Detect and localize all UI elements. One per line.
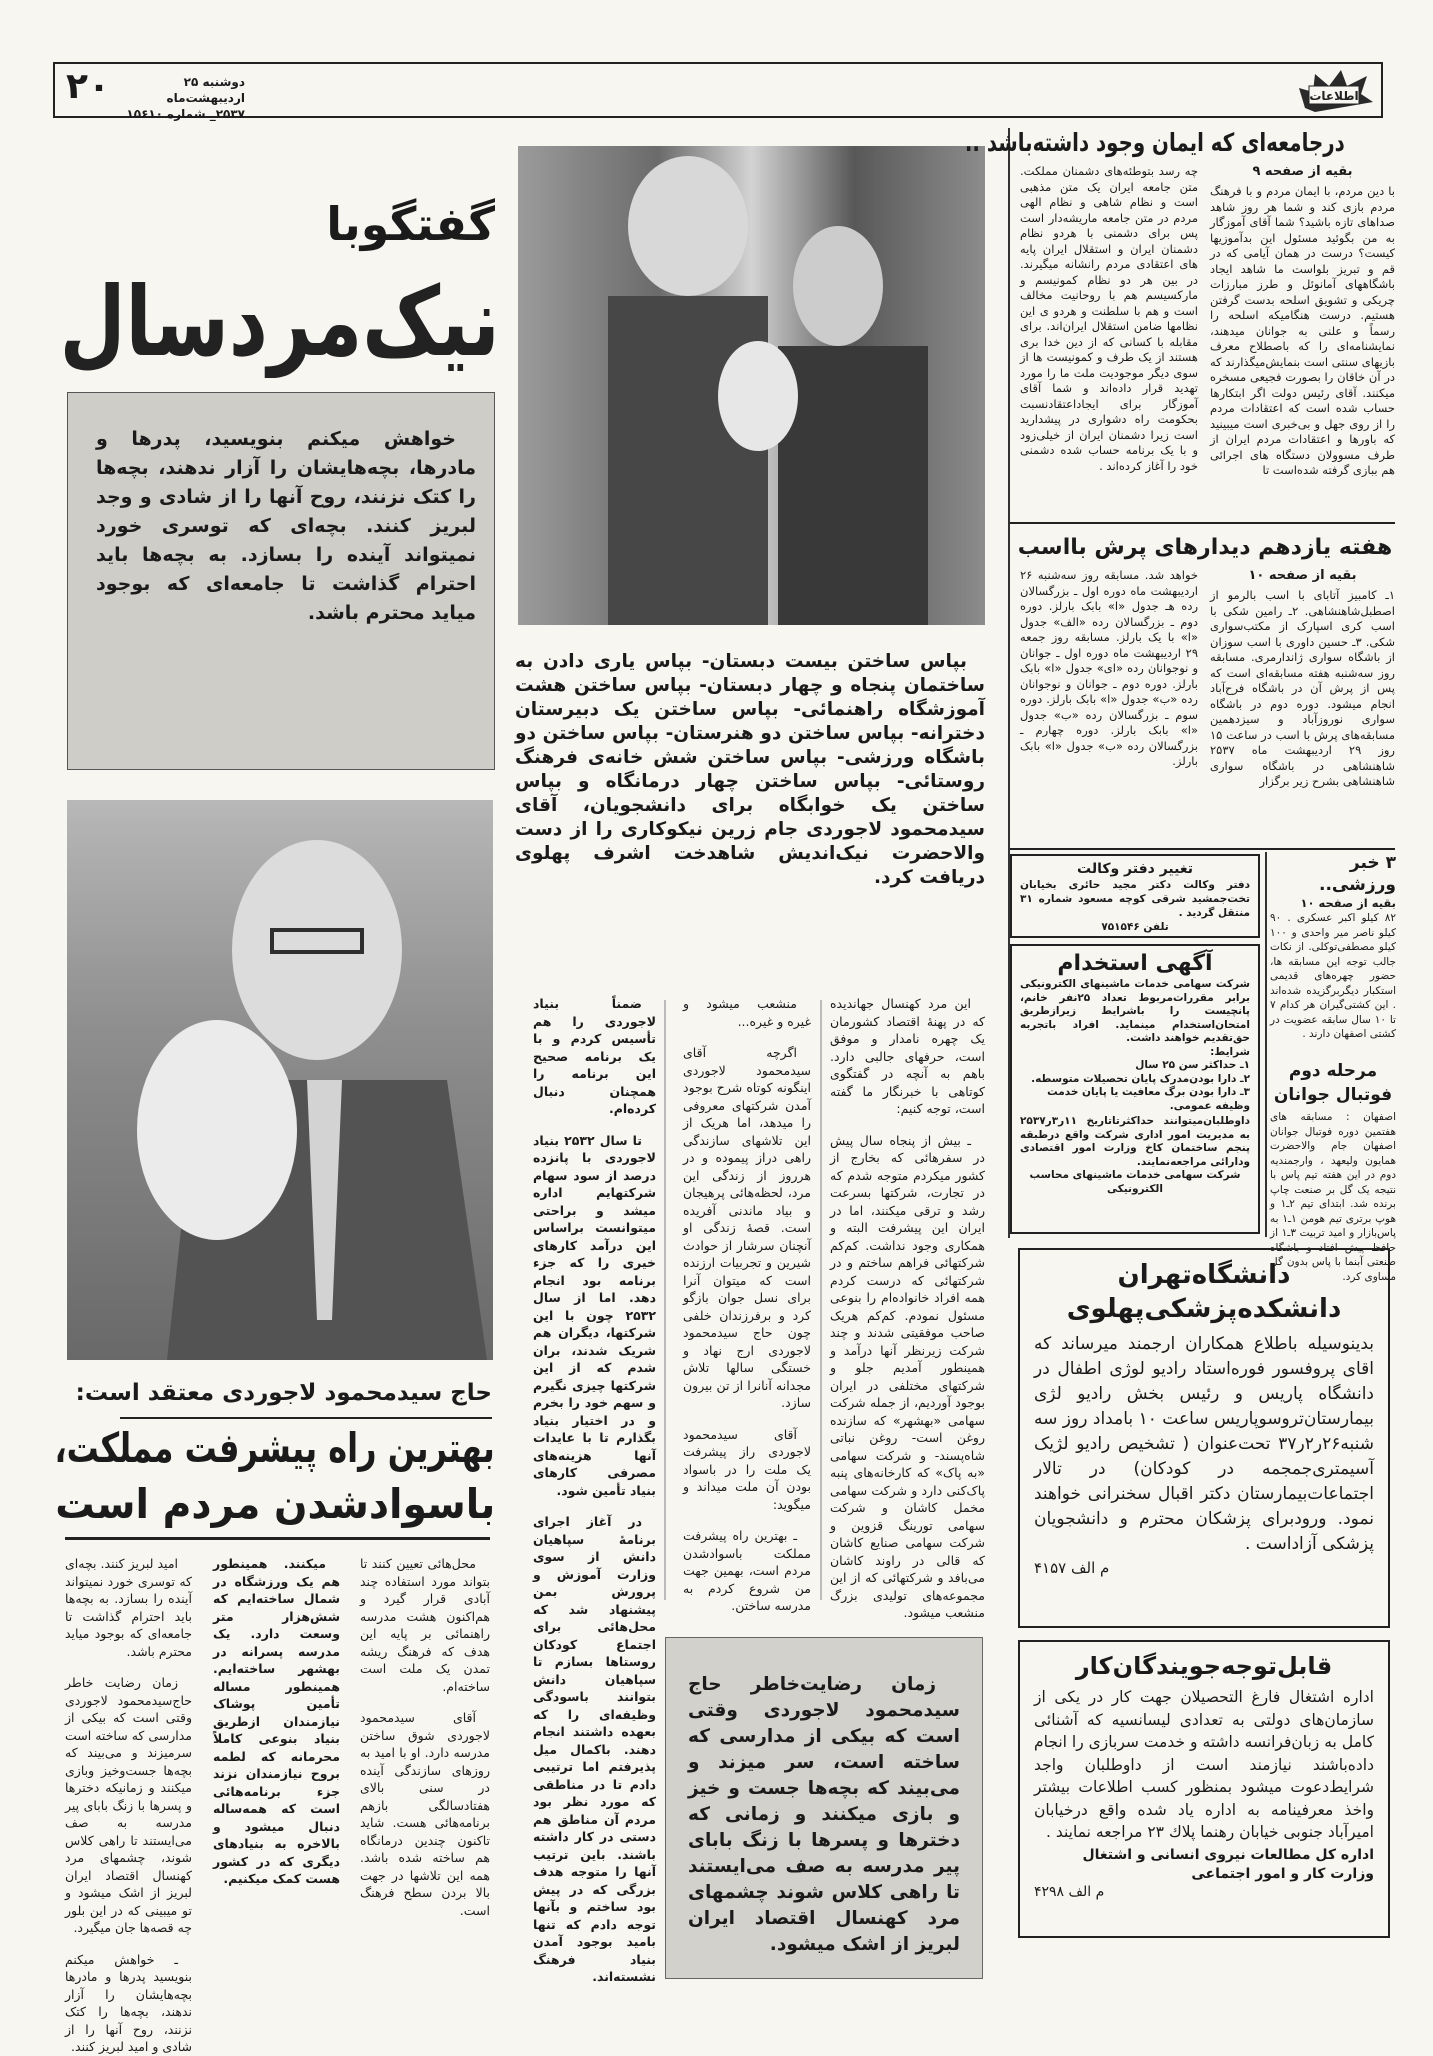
pull-quote-box — [665, 1637, 983, 1979]
notice-body: دفتر وکالت دکتر مجید حائری بخیابان تخت‌جمشید شرقی کوچه مسعود شماره ۳۱ منتقل گردید . — [1020, 879, 1250, 919]
paragraph: ضمناً بنیاد لاجوردی را هم تأسیس کردم و با یک برنامه صحیح این برنامه را همچنان دنبال کرده‌ام. — [533, 996, 656, 1116]
paragraph: تا سال ۲۵۳۲ بنیاد لاجوردی با پانزده درصد از سود سهام شرکتهایم اداره میشد و براحتی میتوانست براساس این درآمد کارهای خیری را که جزء برنامه بود انجام دهد. اما از سال ۲۵۳۲ چون با این شرکتها، دیگران هم شریک شدند، بران شدم که از این شرکتها چیزی نگیرم و سهم خود را بخرم و در اختیار بنیاد بگذارم تا با عایدات آنها هزینه‌های مصرفی کارهای بنیاد تأمین شود. — [533, 1132, 656, 1498]
date-line: دوشنبه ۲۵ اردیبهشت‌ماه — [166, 75, 245, 105]
sports-title: ۳ خبر ورزشی.. — [1319, 853, 1396, 895]
page-header — [53, 62, 1383, 118]
horse-continued: بقیه از صفحه ۱۰ — [1248, 568, 1357, 583]
ad-title: آگهی استخدام — [1057, 951, 1213, 976]
football-body: اصفهان : مسابقه های هفتمین دوره فوتبال جوانان اصفهان جام والاحضرت همایون ولیعهد ، وارجمندیه دوم در این هفته تیم پاس با نتیجه یک گل بر صنعت چاپ برنده شد. ابتدای تیم ۲ـ۱ و هوپ برتری تیم هومن ۱ـ۱ به پاس‌بازار و امید تربیت ۳ـ۱ از حافظ پیش افتاد و باشگاه صنعتی آبنما با پاس بدون گل مساوی کرد. — [1270, 1111, 1397, 1283]
horse-title-text: هفته یازدهم دیدارهای پرش بااسب — [1017, 535, 1393, 560]
sports-continued: بقیه از صفحه ۱۰ — [1300, 896, 1396, 910]
paragraph: آقای سیدمحمود لاجوردی شوق ساختن مدرسه دارد. او با امید به روزهای سازندگی آینده در سنی بالای هفتادسالگی بازهم برنامه‌هائی هست. شاید تاکنون چندین درمانگاه هم ساخته شده باشد. همه این تلاشها در جهت بالا بردن سطح فرهنگ است. — [360, 1710, 490, 1918]
divider — [65, 1537, 490, 1540]
horse-title — [1015, 532, 1395, 564]
article-column — [533, 995, 656, 1984]
main-headline-1 — [55, 1422, 495, 1474]
paragraph: در آغاز اجرای برنامهٔ سپاهیان دانش از سوی وزارت آموزش و پرورش بمن پیشنهاد شد که محل‌هائی برای اجتماع کودکان روستاها بسازم تا سپاهیان دانش بتوانند باسودگی وظیفه‌ای را که بعهده داشتند انجام دهند. باکمال میل پذیرفتم اما ترتیبی دادم تا در مناطقی که مورد نظر بود مردم آن مناطق هم دستی در کار داشته باشند. باین ترتیب آنها را متوجه هدف بزرگی که در پیش بود ساختم و بآنها توجه دادم که تنها بامید بوجود آمدن بنیاد فرهنگ نشسته‌اند. — [533, 1514, 656, 1984]
column-divider — [664, 1000, 666, 1600]
column-divider — [820, 1000, 822, 1600]
notice-title: قابل‌توجه‌جویندگان‌کار — [1075, 1652, 1333, 1680]
page-number: ۲۰ — [66, 66, 110, 107]
award-photo — [518, 146, 985, 625]
sports-body: ۸۲ کیلو اکبر عسکری . ۹۰ کیلو ناصر میر واحدی و ۱۰۰ کیلو مصطفی‌توکلی. از نکات جالب توجه این مسابقه ها، حضور چهره‌های قدیمی استکبار دیگربرگزیده شده‌اند . این کشتی‌گیران هر کدام ۷ تا ۱۰ سال سابقه عضویت در کشتی اصفهان دارند . — [1270, 912, 1396, 1040]
tehran-university-notice — [1018, 1248, 1390, 1628]
paragraph: ـ بیش از پنجاه سال پیش در سفرهائی که بخارج از کشور میکردم متوجه شدم که در تجارت، شرکتها بسرعت رشد و ترقی میکنند، اما در ایران این پیشرفت البته و همکاری وجود نداشت. کم‌کم شرکتهائی فراهم ساختم و در شرکتهائی که درست کردم همه افراد خانواده‌ام را بنوعی مسئول نمودم. کم‌کم هریک صاحب موفقیتی شدند و چند شرکت زیرنظر آنها درآمد و همینطور آمدیم جلو و شرکتهای مختلفی در ایران بوجود آوردیم، از جمله شرکت سهامی «بهشهر» که سازنده روغن است- روغن نباتی شاه‌پسند- و شرکت سهامی «به پاک» که کارخانه‌های پنبه پاک‌کنی دارد و شرکت سهامی مخمل کاشان و شرکت سهامی تورینگ قزوین و شرکت سهامی صنایع کاشان که قالی در راوند کاشان می‌بافد و شرکتهائی که از این مجموعه‌های تولیدی بزرگ منشعب میشود. — [830, 1132, 985, 1620]
ad-footer: داوطلبان‌میتوانند حداکثرتاتاریخ ۱۱ر۳ر۲۵۳۷ به مدیریت امور اداری شرکت واقع درطبقه پنجم ساختمان کاخ وزارت امور اقتصادی ودارائی مراجعه‌نمایند. — [1020, 1115, 1250, 1168]
kicker-text: گفتگوبا — [326, 197, 495, 251]
faith-continued: بقیه از صفحه ۹ — [1252, 164, 1353, 179]
interview-title — [60, 266, 500, 378]
divider — [1010, 522, 1395, 524]
paragraph: اگرچه آقای سیدمحمود لاجوردی اینگونه کوتاه شرح بوجود آمدن شرکتهای معروفی را میدهد، اما هریک از این تلاشهای سازندگی راهی دراز پیموده و در هرروز از زندگی این مرد، لحظه‌هائی پرهیجان و بیاد ماندنی آفریده است. قصهٔ زندگی او آنچنان سرشار از حوادث شیرین و تجربیات ارزنده است که میتوان آنرا برای نسل جوان بازگو کرد و برفرزندان خلفی چون حاج سیدمحمود لاجوردی ارج نهاد و خستگی سالها تلاش مجدانه آنانرا از تن بیرون سازد. — [683, 1045, 811, 1410]
notice-phone: تلفن ۷۵۱۵۴۶ — [1101, 921, 1169, 933]
newspaper-logo — [1295, 68, 1375, 114]
article-column — [683, 995, 811, 1615]
headline-text: باسوادشدن مردم است — [55, 1480, 495, 1528]
article-column: خواهد شد. مسابقه روز سه‌شنبه ۲۶ اردیبهشت ماه دوره اول ـ بزرگسالان رده هـ جدول «ا» بابک بارلز. دوره دوم ـ بزرگسالان رده «الف» جدول «ا» با یک بارلز. مسابقه روز جمعه ۲۹ اردیبهشت ماه دوره اول ـ جوانان و نوجوانان رده «ای» جدول «ا» بابک بارلز. دوره دوم ـ جوانان و نوجوانان رده «ب» جدول «ا» بابک بارلز. دوره سوم ـ بزرگسالان رده «ب» جدول «ا» بابک بارلز. دوره چهارم ـ بزرگسالان رده «ب» جدول «ا» بابک بارلز. — [1020, 568, 1198, 768]
notice-title: تغییر دفتر وکالت — [1077, 861, 1193, 877]
article-column: با دین مردم، با ایمان مردم و با فرهنگ مردم بازی کند و شما هر روز شاهد صداهای تازه باشید؟ شما آقای آموزگار به من بگوئید مسئول این بدآموزیها کیست؟ درست در همان آیامی که در قم و تبریز بلواست ما شاهد ایجاد باشگاههای آمانوئل و طرز مبارزات چریکی و تشویق اسلحه بدست گرفتن هستیم. درست هنگامیکه اسلحه را رسماً و علنی به جوانان میدهند، نمایشنامه‌ای را که باصطلاح معرف بازیهای سنتی است بنمایش‌میگذارند که در آن خاقان را بصورت فجیعی مسخره میکنند. آقای رئیس دولت اگر ابتکارها حساب شده است که اعتقادات مردم را از روی جهل و بی‌خبری است میبینید که باورها و اعتقادات مردم ایران از طرف مسوولان دستگاه های اجرائی هم ببازی گرفته شده‌است تا — [1210, 184, 1395, 477]
quote-box — [67, 392, 495, 770]
paragraph: زمان رضایت خاطر حاج‌سیدمحمود لاجوردی وقتی است که بیکی از مدارسی که ساخته است سرمیزند و می‌بیند که بچه‌ها جست‌وخیز وبازی میکنند و زمانیکه دخترها و پسرها با زنگ بابای پیر مدرسه به صف می‌ایستند تا راهی کلاس شوند، چشمهای مرد کهنسال اقتصاد ایران لبریز از اشک میشود و تو میبینی که در این بلور چه قصه‌ها جان میگیرد. — [65, 1675, 192, 1935]
quote-text: خواهش میکنم بنویسید، پدرها و مادرها، بچه‌هایشان را آزار ندهند، بچه‌ها را کتک نزنند، روح آنها را از شادی و وجد لبریز کنند. بچه‌ای که توسری خورد نمیتواند آینده را بسازد. به بچه‌ها باید احترام گذاشت تا جامعه‌ای که بوجود میاید محترم باشد. — [96, 428, 476, 624]
article-column — [213, 1555, 340, 2015]
paragraph: این مرد کهنسال جهاندیده که در پهنهٔ اقتصاد کشورمان یک چهره نامدار و موفق است، حرفهای جالبی دارد. باهم به آنچه در گفتگوی کوتاهی با خبرنگار ما گفته است، توجه کنیم: — [830, 996, 985, 1116]
notice-body: بدینوسیله باطلاع همکاران ارجمند میرساند که اقای پروفسور فوره‌استاد رادیو لوژی اطفال در دانشگاه پاریس و رئیس بخش رادیو لژی بیمارستان‌تروسوپاریس ساعت ۱۰ بامداد روز سه شنبه۲۶ر۲ر۳۷ تحت‌عنوان ( تشخیص رادیو لژیک آسیمتری‌جمجمه در کودکان) در تالار اجتماعات‌بیمارستان دکتر اقبال سخنرانی خواهند نمود. ورودبرای پزشکان محترم و دانشجویان پزشکی آزاداست . — [1034, 1334, 1374, 1554]
logo-text: اطلاعات — [1309, 89, 1359, 103]
ad-signature: شرکت سهامی خدمات ماشینهای محاسب الکترونیکی — [1029, 1169, 1241, 1195]
article-column — [65, 1555, 192, 2054]
faith-title-text: درجامعه‌ای که ایمان وجود داشته‌باشد .. — [965, 128, 1346, 157]
divider — [120, 1417, 492, 1419]
paragraph: ـ خواهش میکنم بنویسید پدرها و مادرها بچه‌هایشان را آزار ندهند، بچه‌ها را کتک نزنند، روح آنها را از شادی و امید لبریز کنند. — [65, 1951, 192, 2054]
jobseekers-notice — [1018, 1640, 1390, 1938]
article-column — [830, 995, 985, 1620]
paragraph: ـ بهترین راه پیشرفت مملکت باسوادشدن مردم است، بهمین جهت من شروع کردم به مدرسه ساختن. — [683, 1528, 811, 1613]
headline-text: بهترین راه پیشرفت مملکت، — [54, 1424, 495, 1472]
article-column: چه رسد بتوطئه‌های دشمنان مملکت. متن جامعه ایران یک متن مذهبی است و نظام شاهی و نظام الهی مردم در متن جامعه ماریشه‌دار است پس برای دشمنی با هردو نظام دشمنان ایران و استقلال ایران پایه های اعتقادی مردم رانشانه میگیرند. در بین هر دو نظام کمونیسم و مارکسیسم هم با روحانیت مخالف است و هم با سلطنت و هردو ی این نظامها ضامن استقلال ایران‌اند. برای مقابله با کسانی که از دین خدا بری هستند از یک طرف و کمونیست ها از سوی دیگر موجودیت ملت ما را مورد تهدید قرار داده‌اند و شما آقای آموزگار برای ایجاداعتقادنسبت بحکومت راه دشواری در پیشدارید است زیرا دشمنان ایران از خیلی‌زود و با یک برنامه حساب شده دشمنی خود را آغاز کرده‌اند . — [1020, 164, 1198, 473]
notice-signature: اداره کل مطالعات نیروی انسانی و اشتغال وزارت کار و امور اجتماعی — [1082, 1846, 1374, 1882]
issue-line: ۲۵۳۷_ شماره ۱۵۶۱۰ — [126, 107, 245, 121]
interview-kicker — [300, 196, 495, 252]
column-divider — [1265, 852, 1267, 1237]
pull-quote-text: زمان رضایت‌خاطر حاج سیدمحمود لاجوردی وقتی است که بیکی از مدارسی که ساخته است، سر میزند و می‌بیند که بچه‌ها جست و خیز و بازی میکنند و زمانی که دخترها و پسرها با زنگ بابای پیر مدرسه به صف می‌ایستند تا راهی کلاس شوند چشمهای مرد کهنسال اقتصاد ایران لبریز از اشک میشود. — [688, 1674, 960, 1955]
main-headline-2 — [55, 1478, 495, 1530]
headline-caption — [65, 1374, 492, 1412]
paragraph: محل‌هائی تعیین کنند تا بتواند مورد استفاده چند آبادی قرار گیرد و هم‌اکنون هشت مدرسه راهنمائی بر پایه این هدف که فرهنگ ریشه تمدن یک ملت است ساخته‌ام. — [360, 1556, 490, 1694]
title-text: نیک‌مردسال — [59, 266, 500, 378]
notice-title: دانشگاه‌تهران — [1117, 1260, 1291, 1290]
football-title: مرحله دوم فوتبال جوانان — [1273, 1061, 1393, 1105]
divider — [1010, 848, 1395, 850]
article-column — [360, 1555, 490, 2015]
paragraph: امید لبریز کنند. بچه‌ای که توسری خورد نمیتواند آینده را بسازد. به بچه‌ها باید احترام گذاشت تا جامعه‌ای که بوجود میاید محترم باشد. — [65, 1556, 192, 1659]
sports-column — [1270, 852, 1397, 1283]
faith-title — [965, 126, 1395, 160]
portrait-photo — [67, 800, 493, 1360]
notice-body: اداره اشتغال فارغ التحصیلان جهت کار در یکی از سازمان‌های دولتی به تعدادی لیسانسیه که آشنائی کامل به زبان‌فرانسه داشته و خدمت سربازی را انجام داده‌باشند نیازمند است از داوطلبان واجد شرایط‌دعوت میشود بمنظور کسب اطلاعات بیشتر واخذ معرفینامه به اداره یاد شده واقع درخیابان امیرآباد جنوبی خیابان رهنما پلاك ۲۳ مراجعه نمایند . — [1034, 1688, 1374, 1841]
hiring-ad — [1010, 944, 1260, 1234]
notice-code: م الف ۴۱۵۷ — [1034, 1559, 1110, 1577]
notice-code: م الف ۴۲۹۸ — [1034, 1883, 1105, 1900]
lead-paragraph: بپاس ساختن بیست دبستان- بپاس یاری دادن به ساختمان پنجاه و چهار دبستان- بپاس ساختن هشت آموزشگاه راهنمائی- بپاس ساختن یک دبیرستان دخترانه- بپاس ساختن دو هنرستان- بپاس ساختن دو باشگاه ورزشی- بپاس ساختن شش خانه‌ی فرهنگ روستائی- بپاس ساختن چهار درمانگاه و بپاس ساختن یک خوابگاه برای دانشجویان، آقای سیدمحمود لاجوردی جام زرین نیکوکاری را از دست والاحضرت نیک‌اندیش شاهدخت اشرف پهلوی دریافت کرد. — [515, 651, 985, 888]
article-column: ۱ـ کامبیز آتابای با اسب بالرمو از اصطبل‌شاهنشاهی. ۲ـ رامین شکی با اسب کری اسپارک از مکتب‌سواری شکی. ۳ـ حسین داوری با اسب سوزان از باشگاه سواری ژاندارمری. مسابقه روز سه‌شنبه هفته مسابقه‌ای است که پس از پرش آن در باشگاه فرح‌آباد انجام میشود. دوره دوم در باشگاه سواری نوروزآباد و سیزدهمین مسابقه‌های پرش با اسب در ساعت ۱۵ روز ۲۹ اردیبهشت ماه ۲۵۳۷ شاهنشاهی در باشگاه سواری شاهنشاهی بشرح زیر برگزار — [1210, 588, 1395, 788]
caption-text: حاج سیدمحمود لاجوردی معتقد است: — [75, 1380, 492, 1406]
law-office-notice — [1010, 854, 1260, 938]
ad-body: شرکت سهامی خدمات ماشینهای الکترونیکی برابر مقررات‌مربوط تعداد ۲۵نفر خانم، پانچیست را باشرایط زیرازطریق امتحان‌استخدام مینماید. افراد باتجربه حق‌تقدیم خواهند داشت. — [1020, 978, 1250, 1044]
paragraph: منشعب میشود و غیره و غیره... — [683, 996, 811, 1029]
conditions-label: شرایط: — [1210, 1045, 1250, 1058]
issue-date — [110, 74, 245, 122]
notice-subtitle: دانشکده‌پزشکی‌پهلوی — [1066, 1294, 1342, 1324]
condition: ۱ـ حداکثر سن ۲۵ سال — [1135, 1059, 1250, 1071]
paragraph: میکنند. همینطور هم یک ورزشگاه در شمال ساخته‌ایم که شش‌هزار متر وسعت دارد. یک مدرسه پسرانه در بهشهر ساخته‌ایم. همینطور مساله تأمین پوشاک نیازمندان ازطریق بنیاد بنوعی کاملاً محرمانه که لطمه بروح نیازمندان نزند جزء برنامه‌هائی است که همه‌ساله دنبال میشود و بالاخره به بنیادهای دیگری که در کشور هست کمک میکنیم. — [213, 1556, 340, 1886]
paragraph: آقای سیدمحمود لاجوردی راز پیشرفت یک ملت را در باسواد بودن آن ملت میداند و میگوید: — [683, 1426, 811, 1512]
condition: ۲ـ دارا بودن‌مدرک پایان تحصیلات متوسطه. — [1031, 1072, 1250, 1085]
condition: ۳ـ دارا بودن برگ معافیت یا پایان خدمت وظیفه عمومی. — [1047, 1086, 1250, 1112]
